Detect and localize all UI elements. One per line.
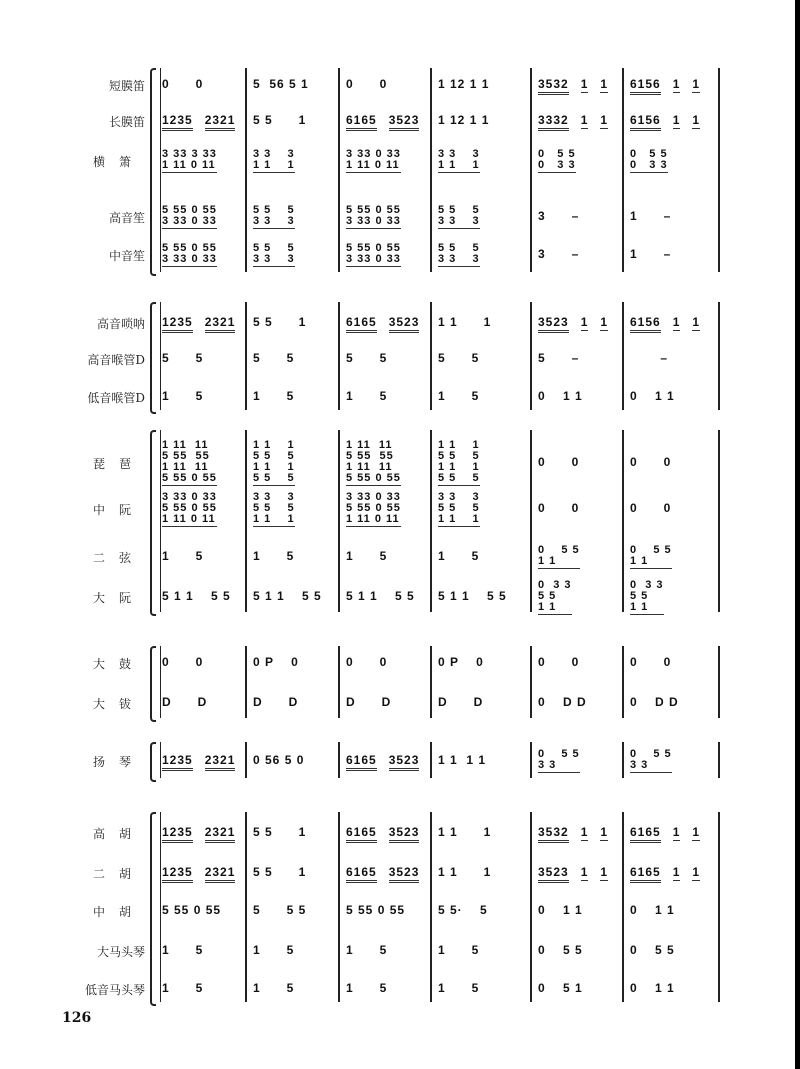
page-number: 126 <box>62 1010 92 1026</box>
bar-line <box>718 742 720 778</box>
measure-notes: 0 5 5 <box>630 943 675 957</box>
measure-notes: 5 5 5 3 3 3 <box>253 242 295 265</box>
measure-notes: 0 5 1 <box>538 981 583 995</box>
measure-notes: 5 55 0 55 3 33 0 33 <box>346 242 401 265</box>
bar-line <box>622 646 624 718</box>
system-brace <box>150 812 156 1006</box>
measure-notes: 0 1 1 <box>538 389 583 403</box>
bar-line <box>622 430 624 612</box>
bar-line <box>718 302 720 410</box>
measure-notes: 0 3 3 5 5 1 1 <box>538 578 572 613</box>
measure-notes: 0 0 <box>538 501 580 515</box>
instrument-label: 低音马头琴 <box>84 983 145 997</box>
instrument-label: 长膜笛 <box>108 115 145 129</box>
system-line <box>160 646 161 718</box>
instrument-label: 大马头琴 <box>96 945 145 959</box>
instrument-label: 高胡 <box>92 827 145 841</box>
system-brace <box>150 68 156 276</box>
measure-notes: 1 5 <box>162 981 204 995</box>
measure-notes: 1 5 <box>162 943 204 957</box>
bar-line <box>338 646 340 718</box>
bar-line <box>622 68 624 272</box>
bar-line <box>530 742 532 778</box>
measure-notes: 5 5 1 <box>253 865 307 879</box>
measure-notes: 1235 2321 <box>162 113 247 127</box>
measure-notes: 0 1 1 <box>630 981 675 995</box>
measure-notes: 6165 3523 <box>346 315 431 329</box>
measure-notes: 1 1 1 <box>438 315 492 329</box>
measure-notes: 0 5 5 1 1 <box>538 544 580 567</box>
measure-notes: 5 5· 5 <box>438 903 488 917</box>
instrument-label: 扬琴 <box>92 755 145 769</box>
measure-notes: 0 0 <box>630 655 672 669</box>
instrument-label: 低音喉管D <box>87 391 145 405</box>
measure-notes: 5 1 1 5 5 <box>346 589 415 603</box>
bar-line <box>245 812 247 1002</box>
measure-notes: 1 1 1 1 <box>438 753 487 767</box>
measure-notes: 5 55 0 55 <box>162 903 222 917</box>
instrument-label: 二胡 <box>92 867 145 881</box>
measure-notes: 5 5 5 3 3 3 <box>438 204 480 227</box>
bar-line <box>530 68 532 272</box>
measure-notes: 5 5 5 <box>253 903 307 917</box>
measure-notes: 3532 1 1 <box>538 77 620 91</box>
measure-notes: – <box>630 351 669 365</box>
measure-notes: 5 5 <box>438 351 480 365</box>
bar-line <box>622 302 624 410</box>
bar-line <box>718 812 720 1002</box>
measure-notes: 5 5 <box>162 351 204 365</box>
instrument-label: 高音唢呐 <box>96 317 145 331</box>
measure-notes: 1 5 <box>253 981 295 995</box>
bar-line <box>430 812 432 1002</box>
bar-line <box>430 68 432 272</box>
measure-notes: 0 1 1 <box>630 389 675 403</box>
system-line <box>160 812 161 1002</box>
measure-notes: 1 1 1 <box>438 865 492 879</box>
bar-line <box>530 430 532 612</box>
measure-notes: 0 P 0 <box>253 655 299 669</box>
measure-notes: 0 0 <box>346 655 388 669</box>
system-line <box>160 68 161 272</box>
measure-notes: 3523 1 1 <box>538 865 620 879</box>
bar-line <box>622 742 624 778</box>
bar-line <box>338 68 340 272</box>
measure-notes: 1235 2321 <box>162 753 247 767</box>
measure-notes: 6156 1 1 <box>630 113 712 127</box>
measure-notes: 6165 1 1 <box>630 865 712 879</box>
measure-notes: 5 1 1 5 5 <box>162 589 231 603</box>
measure-notes: 0 0 <box>630 455 672 469</box>
measure-notes: 0 5 5 <box>538 943 583 957</box>
measure-notes: 0 5 5 0 3 3 <box>630 148 668 171</box>
measure-notes: 0 5 5 3 3 <box>630 748 672 771</box>
measure-notes: 3 33 3 33 1 11 0 11 <box>162 148 217 171</box>
measure-notes: 1 5 <box>438 981 480 995</box>
system-brace <box>150 430 156 616</box>
measure-notes: 0 5 5 0 3 3 <box>538 148 576 171</box>
measure-notes: 0 5 5 1 1 <box>630 544 672 567</box>
measure-notes: 0 0 <box>538 655 580 669</box>
measure-notes: 5 56 5 1 <box>253 77 309 91</box>
bar-line <box>245 68 247 272</box>
measure-notes: D D <box>162 695 208 709</box>
measure-notes: 1 5 <box>438 549 480 563</box>
measure-notes: 3 – <box>538 209 580 223</box>
system-brace <box>150 646 156 722</box>
bar-line <box>245 646 247 718</box>
measure-notes: 3 33 0 33 1 11 0 11 <box>346 148 401 171</box>
instrument-label: 高音喉管D <box>87 353 145 367</box>
measure-notes: 1 1 1 5 5 5 1 1 1 5 5 5 <box>438 439 480 484</box>
measure-notes: 0 5 5 3 3 <box>538 748 580 771</box>
measure-notes: 0 1 1 <box>630 903 675 917</box>
system-line <box>160 302 161 410</box>
instrument-label: 高音笙 <box>108 211 145 225</box>
measure-notes: 5 55 0 55 3 33 0 33 <box>162 242 217 265</box>
measure-notes: 0 0 <box>162 77 204 91</box>
bar-line <box>530 302 532 410</box>
measure-notes: 1 1 1 5 5 5 1 1 1 5 5 5 <box>253 439 295 484</box>
measure-notes: 1 5 <box>438 943 480 957</box>
measure-notes: 0 1 1 <box>538 903 583 917</box>
measure-notes: 0 0 <box>162 655 204 669</box>
measure-notes: 3 3 3 5 5 5 1 1 1 <box>438 490 480 525</box>
scan-edge-border <box>795 0 800 1069</box>
measure-notes: 1 5 <box>162 389 204 403</box>
measure-notes: 5 – <box>538 351 580 365</box>
bar-line <box>338 302 340 410</box>
measure-notes: 0 0 <box>630 501 672 515</box>
measure-notes: 6156 1 1 <box>630 315 712 329</box>
measure-notes: 1235 2321 <box>162 865 247 879</box>
measure-notes: 3 3 3 1 1 1 <box>253 148 295 171</box>
measure-notes: 3532 1 1 <box>538 825 620 839</box>
measure-notes: 6165 1 1 <box>630 825 712 839</box>
measure-notes: 1 5 <box>253 943 295 957</box>
bar-line <box>430 646 432 718</box>
instrument-label: 横箫 <box>92 155 145 169</box>
measure-notes: 5 5 1 <box>253 315 307 329</box>
measure-notes: 0 D D <box>630 695 679 709</box>
measure-notes: 5 5 1 <box>253 825 307 839</box>
bar-line <box>718 68 720 272</box>
measure-notes: 3332 1 1 <box>538 113 620 127</box>
measure-notes: 0 0 <box>538 455 580 469</box>
measure-notes: 3 3 3 1 1 1 <box>438 148 480 171</box>
bar-line <box>338 430 340 612</box>
measure-notes: 1 5 <box>346 981 388 995</box>
measure-notes: 5 5 5 3 3 3 <box>438 242 480 265</box>
instrument-label: 大钹 <box>92 697 145 711</box>
measure-notes: 5 1 1 5 5 <box>438 589 507 603</box>
measure-notes: 1 5 <box>346 549 388 563</box>
measure-notes: 5 55 0 55 3 33 0 33 <box>346 204 401 227</box>
measure-notes: 6165 3523 <box>346 753 431 767</box>
measure-notes: 1 1 1 <box>438 825 492 839</box>
bar-line <box>718 646 720 718</box>
measure-notes: 5 5 1 <box>253 113 307 127</box>
measure-notes: 6165 3523 <box>346 113 431 127</box>
measure-notes: 1 – <box>630 247 672 261</box>
measure-notes: 1 5 <box>346 943 388 957</box>
measure-notes: 1 12 1 1 <box>438 113 490 127</box>
measure-notes: 3 3 3 5 5 5 1 1 1 <box>253 490 295 525</box>
bar-line <box>338 812 340 1002</box>
instrument-label: 中音笙 <box>108 249 145 263</box>
measure-notes: 5 5 5 3 3 3 <box>253 204 295 227</box>
measure-notes: 6165 3523 <box>346 865 431 879</box>
measure-notes: 5 1 1 5 5 <box>253 589 322 603</box>
bar-line <box>430 430 432 612</box>
measure-notes: 1 5 <box>253 549 295 563</box>
measure-notes: D D <box>346 695 392 709</box>
instrument-label: 大鼓 <box>92 657 145 671</box>
measure-notes: 1 5 <box>438 389 480 403</box>
system-line <box>160 430 161 612</box>
instrument-label: 短膜笛 <box>108 79 145 93</box>
measure-notes: 3523 1 1 <box>538 315 620 329</box>
measure-notes: 1 11 11 5 55 55 1 11 11 5 55 0 55 <box>346 439 401 484</box>
measure-notes: 6165 3523 <box>346 825 431 839</box>
measure-notes: 0 D D <box>538 695 587 709</box>
bar-line <box>530 812 532 1002</box>
system-brace <box>150 302 156 414</box>
instrument-label: 大阮 <box>92 591 145 605</box>
instrument-label: 二弦 <box>92 551 145 565</box>
measure-notes: 1 12 1 1 <box>438 77 490 91</box>
measure-notes: 3 – <box>538 247 580 261</box>
measure-notes: 1235 2321 <box>162 315 247 329</box>
bar-line <box>530 646 532 718</box>
instrument-label: 中胡 <box>92 905 145 919</box>
measure-notes: D D <box>253 695 299 709</box>
instrument-label: 中阮 <box>92 503 145 517</box>
measure-notes: 0 3 3 5 5 1 1 <box>630 578 664 613</box>
measure-notes: 1 5 <box>162 549 204 563</box>
measure-notes: 1235 2321 <box>162 825 247 839</box>
measure-notes: 6156 1 1 <box>630 77 712 91</box>
bar-line <box>622 812 624 1002</box>
bar-line <box>245 430 247 612</box>
system-brace <box>150 742 156 782</box>
measure-notes: 1 5 <box>346 389 388 403</box>
measure-notes: 3 33 0 33 5 55 0 55 1 11 0 11 <box>162 490 217 525</box>
system-line <box>160 742 161 778</box>
measure-notes: 5 5 <box>253 351 295 365</box>
instrument-label: 琵琶 <box>92 457 145 471</box>
measure-notes: 1 5 <box>253 389 295 403</box>
measure-notes: 0 0 <box>346 77 388 91</box>
measure-notes: 1 – <box>630 209 672 223</box>
measure-notes: 1 11 11 5 55 55 1 11 11 5 55 0 55 <box>162 439 217 484</box>
measure-notes: 0 56 5 0 <box>253 753 305 767</box>
measure-notes: 5 55 0 55 <box>346 903 406 917</box>
bar-line <box>338 742 340 778</box>
measure-notes: 3 33 0 33 5 55 0 55 1 11 0 11 <box>346 490 401 525</box>
measure-notes: 5 55 0 55 3 33 0 33 <box>162 204 217 227</box>
measure-notes: D D <box>438 695 484 709</box>
measure-notes: 0 P 0 <box>438 655 484 669</box>
measure-notes: 5 5 <box>346 351 388 365</box>
bar-line <box>718 430 720 612</box>
